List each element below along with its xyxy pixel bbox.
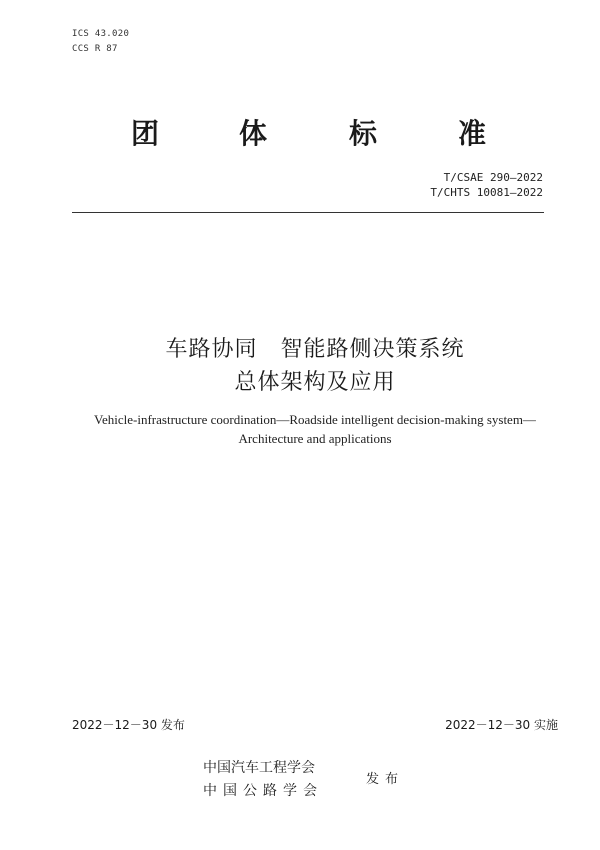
document-type-heading [0, 112, 600, 152]
ccs-code: CCS R 87 [72, 44, 118, 54]
doc-type-char-4: 准 [457, 117, 487, 150]
publish-date: 2022－12－30 发布 [72, 718, 185, 732]
implementation-date: 2022－12－30 实施 [445, 718, 558, 732]
title-cn-line-2: 总体架构及应用 [234, 370, 396, 395]
doc-type-char-2: 体 [238, 117, 268, 150]
issuing-org-2: 中国公路学会 [203, 783, 323, 799]
title-en-line-1: Vehicle-infrastructure coordination—Roadside intelligent decision-making system— [94, 412, 536, 427]
standard-number-chts: T/CHTS 10081—2022 [430, 186, 543, 199]
issued-label: 发布 [366, 772, 405, 787]
doc-type-char-1: 团 [130, 117, 160, 150]
title-en-line-2: Architecture and applications [238, 431, 392, 446]
ics-code: ICS 43.020 [72, 29, 130, 39]
doc-type-char-3: 标 [348, 117, 378, 150]
header-divider [72, 212, 544, 213]
title-cn-line-1: 车路协同 智能路侧决策系统 [165, 337, 465, 362]
standard-number-csae: T/CSAE 290—2022 [443, 171, 543, 184]
standard-numbers [430, 170, 543, 200]
issuing-org-1: 中国汽车工程学会 [203, 760, 315, 776]
